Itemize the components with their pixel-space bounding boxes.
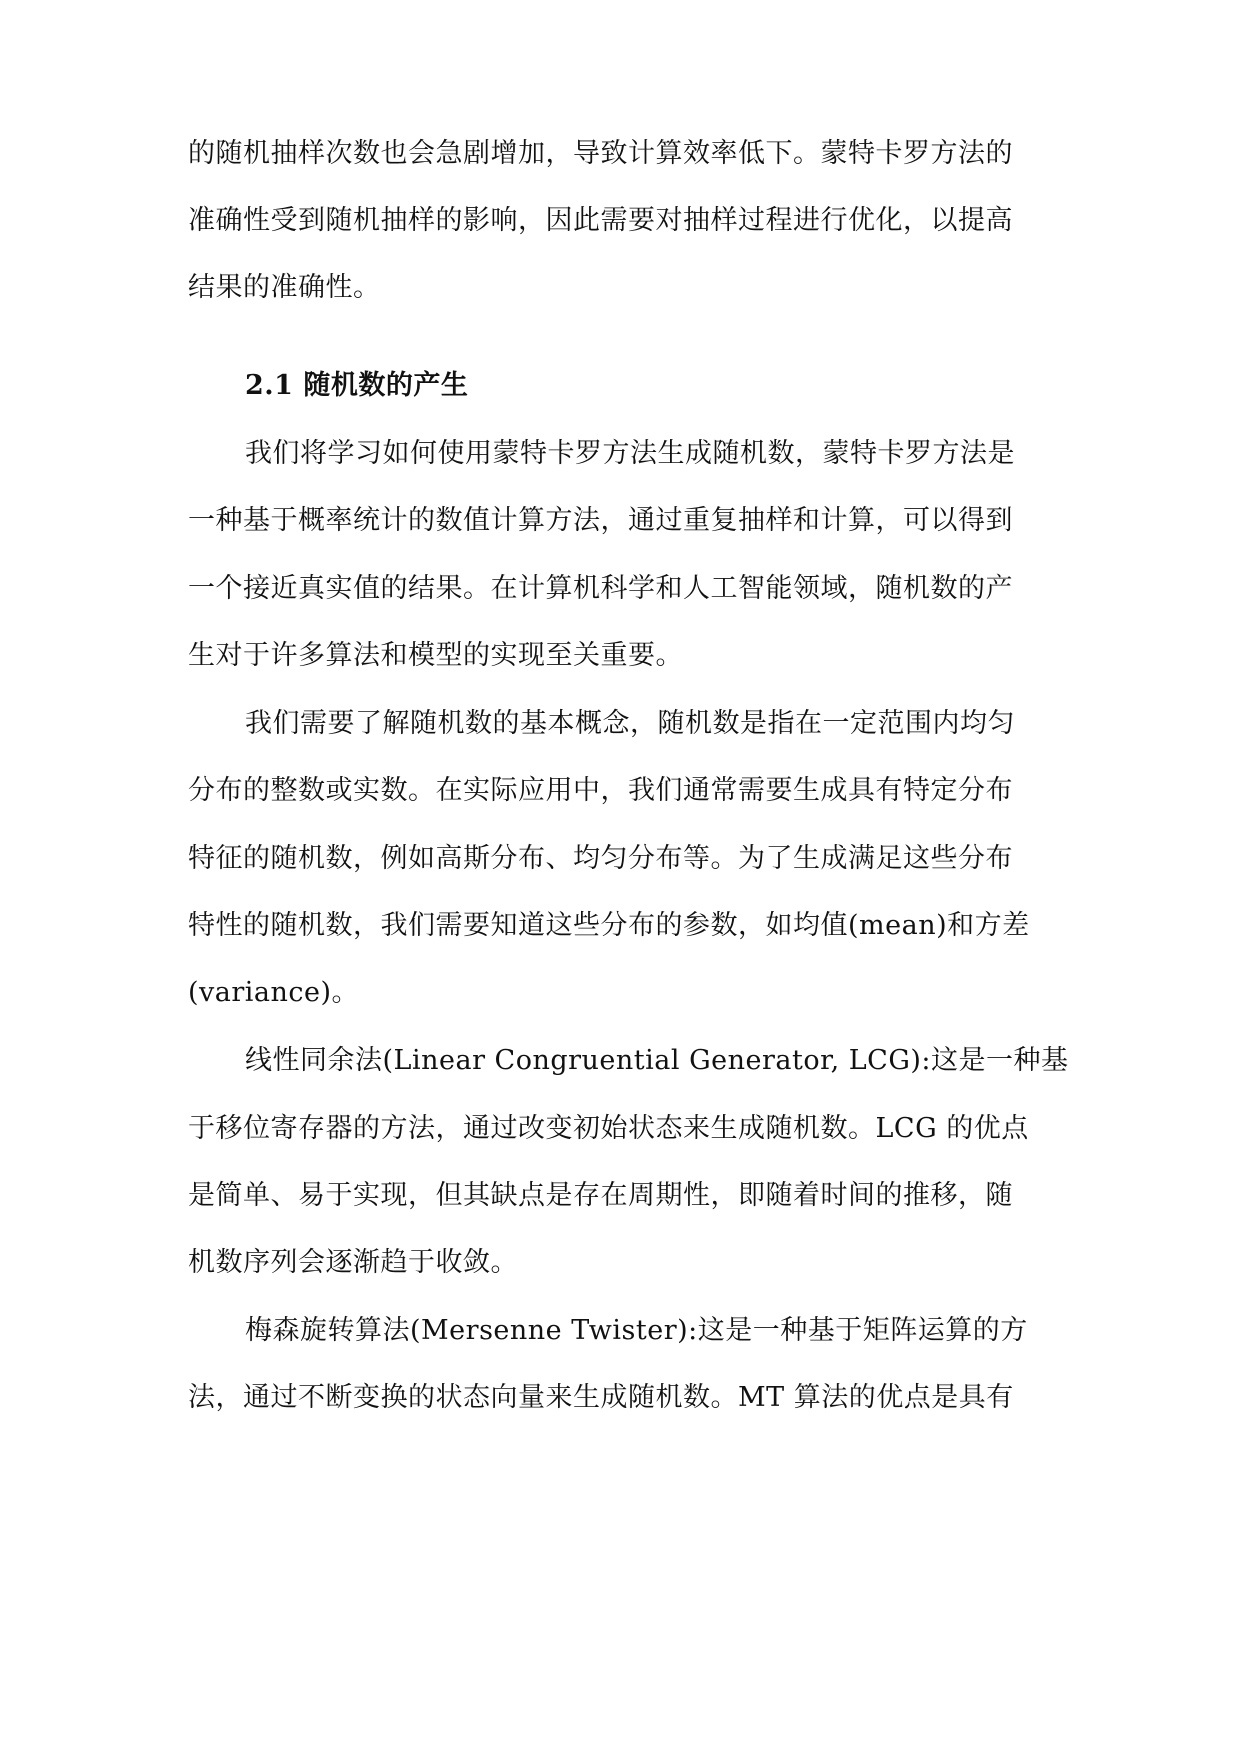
paragraph-line: 特征的随机数，例如高斯分布、均匀分布等。为了生成满足这些分布	[188, 843, 1013, 874]
paragraph-line: 我们需要了解随机数的基本概念，随机数是指在一定范围内均匀	[245, 708, 1015, 739]
paragraph-line: (variance)。	[188, 977, 360, 1008]
paragraph-line: 梅森旋转算法(Mersenne Twister):这是一种基于矩阵运算的方	[245, 1315, 1028, 1346]
paragraph-line: 是简单、易于实现，但其缺点是存在周期性，即随着时间的推移，随	[188, 1180, 1013, 1211]
paragraph-line: 特性的随机数，我们需要知道这些分布的参数，如均值(mean)和方差	[188, 910, 1030, 941]
paragraph-line: 一个接近真实值的结果。在计算机科学和人工智能领域，随机数的产	[188, 573, 1013, 604]
paragraph-line: 线性同余法(Linear Congruential Generator, LCG):这是一种基	[245, 1045, 1069, 1076]
paragraph-line: 机数序列会逐渐趋于收敛。	[188, 1247, 518, 1278]
paragraph-line: 分布的整数或实数。在实际应用中，我们通常需要生成具有特定分布	[188, 775, 1013, 806]
paragraph-line: 生对于许多算法和模型的实现至关重要。	[188, 640, 683, 671]
paragraph-line: 一种基于概率统计的数值计算方法，通过重复抽样和计算，可以得到	[188, 505, 1013, 536]
paragraph-line: 于移位寄存器的方法，通过改变初始状态来生成随机数。LCG 的优点	[188, 1113, 1029, 1144]
paragraph-line: 我们将学习如何使用蒙特卡罗方法生成随机数，蒙特卡罗方法是	[245, 438, 1015, 469]
text-line: 结果的准确性。	[188, 272, 381, 303]
text-line: 的随机抽样次数也会急剧增加，导致计算效率低下。蒙特卡罗方法的	[188, 138, 1013, 169]
section-heading: 2.1 随机数的产生	[245, 370, 469, 401]
paragraph-line: 法，通过不断变换的状态向量来生成随机数。MT 算法的优点是具有	[188, 1382, 1014, 1413]
text-line: 准确性受到随机抽样的影响，因此需要对抽样过程进行优化，以提高	[188, 205, 1013, 236]
